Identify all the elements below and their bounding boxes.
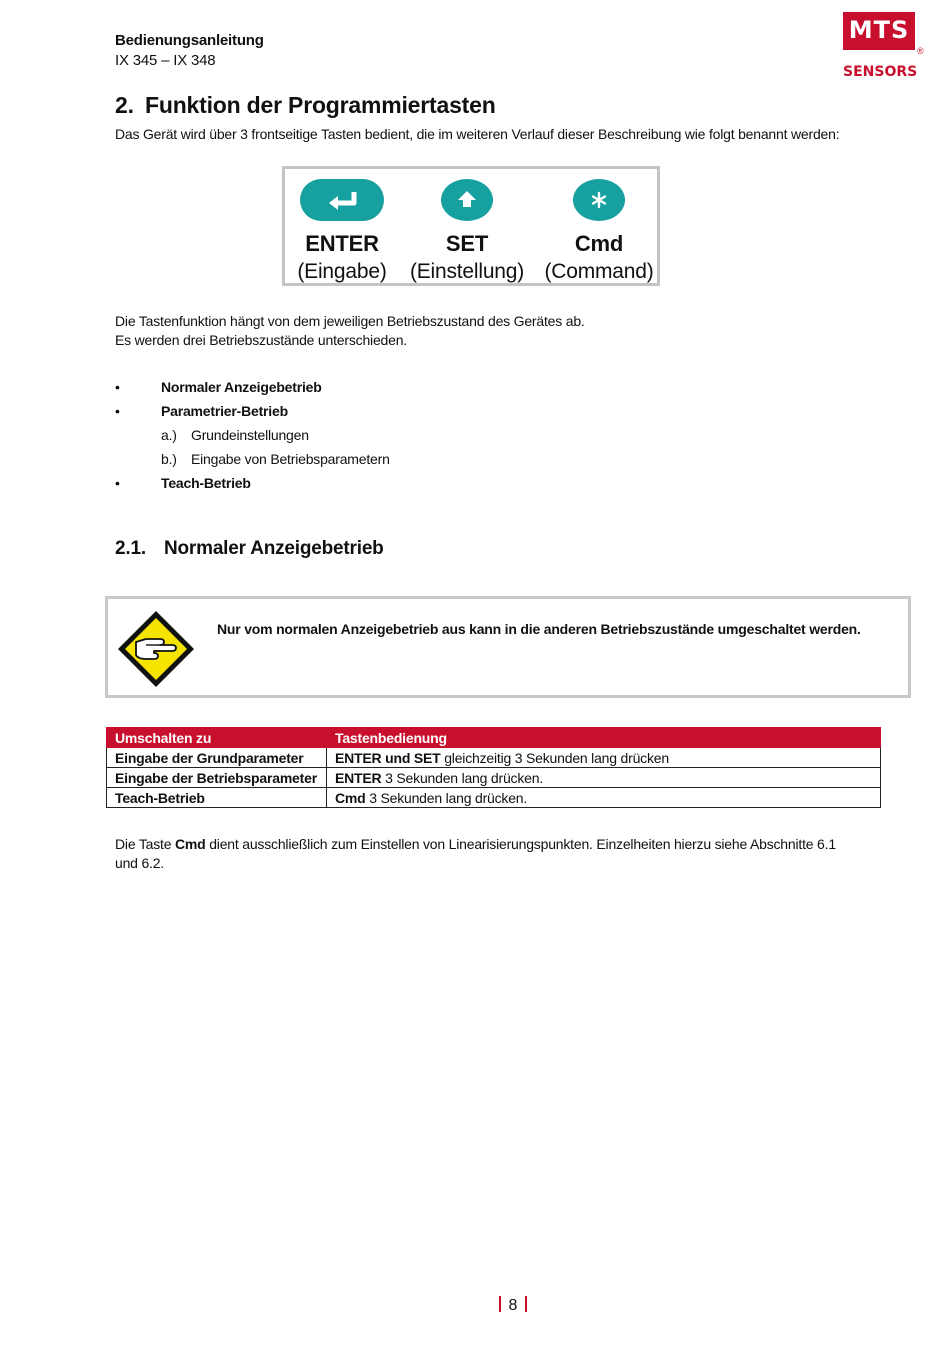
subsection-heading [115, 538, 384, 560]
table-cell-keys [327, 748, 881, 768]
table-row [107, 788, 881, 808]
note-box [105, 596, 911, 698]
page-number-bar-left [499, 1296, 501, 1312]
set-key-graphic [441, 179, 493, 221]
page-number-bar-right [525, 1296, 527, 1312]
table-cell-keys-rest: 3 Sekunden lang drücken. [365, 789, 528, 806]
table-row [107, 748, 881, 768]
sub-list-letter: a.) [161, 427, 177, 443]
mode-switch-table [106, 727, 881, 808]
table-cell-keys [327, 768, 881, 788]
document-title: Bedienungsanleitung [115, 32, 264, 49]
mode-normal: Normaler Anzeigebetrieb [161, 379, 322, 395]
subsection-number: 2.1. [115, 538, 146, 559]
enter-key-graphic [300, 179, 384, 221]
logo-sensors-text: SENSORS [843, 64, 918, 80]
table-cell-keys [327, 788, 881, 808]
sub-list-item [161, 451, 390, 467]
table-cell-keys-rest: gleichzeitig 3 Sekunden lang drücken [440, 749, 669, 766]
page-number-value: 8 [508, 1297, 518, 1314]
bullet-symbol: • [115, 379, 120, 395]
section-title: Funktion der Programmiertasten [145, 92, 496, 118]
table-cell-mode: Eingabe der Betriebsparameter [107, 768, 327, 788]
asterisk-icon [573, 179, 625, 221]
note-text: Nur vom normalen Anzeigebetrieb aus kann in die anderen Betriebszustände umgeschaltet werden. [217, 621, 861, 637]
sub-list-letter: b.) [161, 451, 177, 467]
table-cell-keys-bold: Cmd [335, 789, 366, 806]
cmd-key-label: Cmd [574, 231, 624, 256]
section-number: 2. [115, 92, 134, 118]
paragraph-modes-intro: Es werden drei Betriebszustände unterschieden. [115, 332, 407, 348]
set-key-label: SET [445, 231, 489, 256]
mode-grundeinstellungen: Grundeinstellungen [191, 427, 309, 443]
enter-key-sublabel: (Eingabe) [297, 260, 387, 283]
closing-post: dient ausschließlich zum Einstellen von Linearisierungspunkten. Einzelheiten hierzu siehe Abschnitte 6.1 [205, 836, 836, 852]
table-cell-mode: Eingabe der Grundparameter [107, 748, 327, 768]
list-item [115, 379, 322, 395]
logo-mts-text: MTS [848, 16, 910, 44]
logo-registered-mark: ® [917, 46, 924, 56]
closing-bold: Cmd [175, 836, 206, 852]
closing-paragraph [115, 836, 836, 852]
page-number [0, 1296, 950, 1315]
table-cell-mode: Teach-Betrieb [107, 788, 327, 808]
mode-teach: Teach-Betrieb [161, 475, 251, 491]
mode-betriebsparameter: Eingabe von Betriebsparametern [191, 451, 390, 467]
document-model: IX 345 – IX 348 [115, 52, 216, 69]
bullet-symbol: • [115, 403, 120, 419]
table-cell-keys-bold: ENTER und SET [335, 749, 441, 766]
pointing-hand-warning-icon [116, 609, 196, 689]
enter-arrow-icon [300, 179, 384, 221]
table-cell-keys-bold: ENTER [335, 769, 382, 786]
table-header-cell: Tastenbedienung [327, 728, 881, 748]
cmd-key-graphic [573, 179, 625, 221]
mode-parametrier: Parametrier-Betrieb [161, 403, 288, 419]
list-item [115, 475, 251, 491]
table-cell-keys-rest: 3 Sekunden lang drücken. [381, 769, 544, 786]
list-item [115, 403, 288, 419]
up-arrow-icon [441, 179, 493, 221]
subsection-title: Normaler Anzeigebetrieb [164, 538, 384, 559]
mts-sensors-logo [843, 12, 927, 84]
paragraph-key-function: Die Tastenfunktion hängt von dem jeweiligen Betriebszustand des Gerätes ab. [115, 313, 585, 329]
sub-list-item [161, 427, 309, 443]
section-heading [115, 92, 496, 119]
table-header-row [107, 728, 881, 748]
table-row [107, 768, 881, 788]
closing-paragraph-line2: und 6.2. [115, 855, 164, 871]
set-key-sublabel: (Einstellung) [409, 260, 525, 283]
enter-key-label: ENTER [305, 231, 379, 256]
closing-pre: Die Taste [115, 836, 175, 852]
bullet-symbol: • [115, 475, 120, 491]
table-header-cell: Umschalten zu [107, 728, 327, 748]
key-panel-figure [282, 166, 660, 286]
cmd-key-sublabel: (Command) [544, 260, 654, 283]
intro-paragraph: Das Gerät wird über 3 frontseitige Tasten bedient, die im weiteren Verlauf dieser Beschreibung wie folgt benannt werden: [115, 126, 840, 142]
